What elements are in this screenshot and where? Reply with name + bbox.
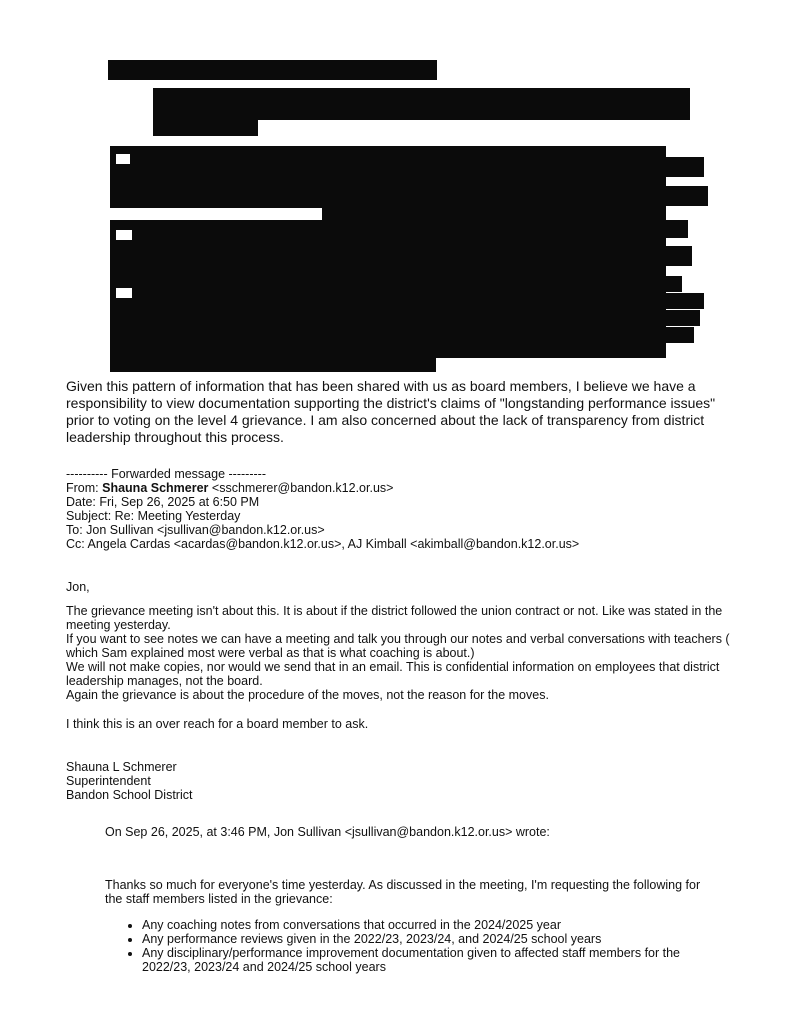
forwarded-divider: ---------- Forwarded message --------- (66, 467, 266, 481)
redaction-gap (436, 358, 666, 372)
redaction-bar (666, 310, 700, 326)
reply-line: meeting yesterday. (66, 618, 171, 632)
from-email: <sschmerer@bandon.k12.or.us> (211, 481, 394, 495)
cc-line: Cc: Angela Cardas <acardas@bandon.k12.or.us>, AJ Kimball <akimball@bandon.k12.or.us> (66, 537, 580, 551)
intro-line: leadership throughout this process. (66, 429, 284, 445)
bullet-square (116, 230, 132, 240)
redaction-bar (666, 157, 704, 177)
reply-closing: I think this is an over reach for a board member to ask. (66, 717, 369, 731)
quote-body-line: Thanks so much for everyone's time yesterday. As discussed in the meeting, I'm requesting the following for (105, 878, 701, 892)
redaction-block (110, 146, 666, 372)
redaction-bar (666, 293, 704, 309)
reply-line: If you want to see notes we can have a meeting and talk you through our notes and verbal conversations with teachers ( (66, 632, 730, 646)
intro-line: responsibility to view documentation supporting the district's claims of "longstanding performance issues" (66, 395, 716, 411)
subject-line: Subject: Re: Meeting Yesterday (66, 509, 241, 523)
to-line: To: Jon Sullivan <jsullivan@bandon.k12.or.us> (66, 523, 325, 537)
intro-line: prior to voting on the level 4 grievance. I am also concerned about the lack of transparency from district (66, 412, 705, 428)
request-item-line: 2022/23, 2023/24 and 2024/25 school years (142, 960, 386, 974)
reply-line: leadership manages, not the board. (66, 674, 263, 688)
redaction-bar (666, 276, 682, 292)
redaction-bar (666, 327, 694, 343)
from-line (66, 481, 393, 495)
redaction-gap (110, 208, 322, 220)
reply-line: The grievance meeting isn't about this. It is about if the district followed the union contract or not. Like was stated in the (66, 604, 723, 618)
redaction-bar (153, 88, 690, 120)
request-item (142, 946, 680, 974)
redaction-bar (666, 246, 692, 266)
date-line: Date: Fri, Sep 26, 2025 at 6:50 PM (66, 495, 260, 509)
redaction-bar (666, 220, 688, 238)
redaction-bar (153, 120, 258, 136)
bullet-square (116, 154, 130, 164)
greeting: Jon, (66, 580, 90, 594)
signature-name: Shauna L Schmerer (66, 760, 177, 774)
request-item: • Any coaching notes from conversations that occurred in the 2024/2025 year (142, 918, 680, 932)
signature-title: Superintendent (66, 774, 151, 788)
reply-line: Again the grievance is about the procedure of the moves, not the reason for the moves. (66, 688, 549, 702)
redaction-bar (666, 186, 708, 206)
request-item-line: Any disciplinary/performance improvement documentation given to affected staff members for the (142, 946, 681, 960)
reply-line: which Sam explained most were verbal as that is what coaching is about.) (66, 646, 475, 660)
from-name: Shauna Schmerer (102, 481, 209, 495)
redaction-bar (108, 60, 437, 80)
signature-org: Bandon School District (66, 788, 193, 802)
from-label: From: (66, 481, 99, 495)
intro-line: Given this pattern of information that has been shared with us as board members, I believe we have a (66, 378, 696, 394)
request-item: • Any performance reviews given in the 2022/23, 2023/24, and 2024/25 school years (142, 932, 680, 946)
reply-line: We will not make copies, nor would we send that in an email. This is confidential information on employees that district (66, 660, 720, 674)
quote-body-line: the staff members listed in the grievance: (105, 892, 333, 906)
bullet-square (116, 288, 132, 298)
quote-attribution: On Sep 26, 2025, at 3:46 PM, Jon Sullivan <jsullivan@bandon.k12.or.us> wrote: (105, 825, 550, 839)
request-list (128, 918, 680, 974)
